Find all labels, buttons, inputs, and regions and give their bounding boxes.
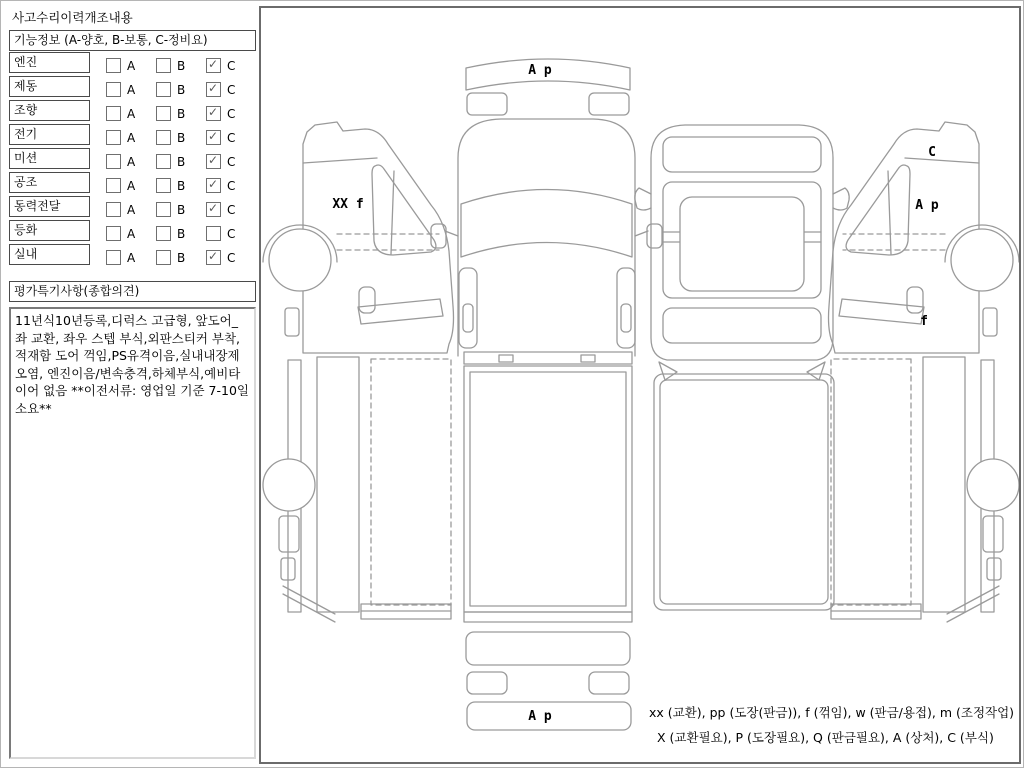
checkbox-group	[206, 247, 235, 263]
top-view	[431, 59, 662, 622]
checkbox-letter: C	[227, 58, 236, 73]
checkbox-letter: B	[177, 202, 186, 217]
checkbox-letter: A	[127, 58, 136, 73]
damage-code-legend	[649, 706, 1014, 745]
checkbox-group	[206, 199, 235, 215]
checkbox-b[interactable]	[156, 154, 171, 169]
annotation-rear-bumper: A p	[528, 709, 552, 724]
checkbox-a[interactable]	[106, 106, 121, 121]
vehicle-diagram-panel	[259, 6, 1021, 764]
checkbox-letter: A	[127, 130, 136, 145]
function-row	[9, 244, 256, 265]
checkbox-letter: A	[127, 106, 136, 121]
checkbox-b[interactable]	[156, 226, 171, 241]
function-row	[9, 100, 256, 121]
checkbox-c[interactable]	[206, 202, 221, 217]
annotation-right-cab-roof: C	[928, 145, 936, 160]
checkbox-letter: B	[177, 130, 186, 145]
function-row-label: 동력전달	[9, 196, 90, 217]
function-row-label: 제동	[9, 76, 90, 97]
checkbox-b[interactable]	[156, 250, 171, 265]
function-row	[9, 172, 256, 193]
checkbox-letter: B	[177, 178, 186, 193]
checkbox-group	[106, 127, 135, 143]
function-row	[9, 220, 256, 241]
annotation-front-bumper: A p	[528, 63, 552, 78]
function-row-label: 조향	[9, 100, 90, 121]
checkbox-group	[206, 55, 235, 71]
checkbox-letter: A	[127, 226, 136, 241]
checkbox-a[interactable]	[106, 154, 121, 169]
legend-line-1: xx (교환), pp (도장(판금)), f (꺾임), w (판금/용접), m (조정작업)	[649, 705, 1015, 720]
evaluation-comments-textarea[interactable]: 11년식10년등록,디럭스 고급형, 앞도어_좌 교환, 좌우 스텝 부식,외판스티커 부착,적재함 도어 꺽임,PS유격이음,실내내장제 오염, 엔진이음/변속충격,하체부식,예비타이어 없음 **이전서류: 영업일 기준 7-10일 소요**	[9, 307, 256, 759]
checkbox-letter: A	[127, 250, 136, 265]
checkbox-a[interactable]	[106, 130, 121, 145]
function-row	[9, 148, 256, 169]
checkbox-letter: C	[227, 226, 236, 241]
checkbox-c[interactable]	[206, 58, 221, 73]
checkbox-c[interactable]	[206, 226, 221, 241]
checkbox-letter: B	[177, 58, 186, 73]
checkbox-group	[156, 175, 185, 191]
function-row-label: 전기	[9, 124, 90, 145]
function-row	[9, 124, 256, 145]
checkbox-group	[206, 223, 235, 239]
vehicle-damage-diagram-svg	[261, 8, 1019, 762]
checkbox-letter: C	[227, 130, 236, 145]
checkbox-letter: C	[227, 202, 236, 217]
checkbox-group	[106, 151, 135, 167]
function-row-label: 등화	[9, 220, 90, 241]
annotation-right-cab-door: A p	[915, 198, 939, 213]
checkbox-letter: C	[227, 106, 236, 121]
checkbox-group	[156, 55, 185, 71]
checkbox-group	[156, 151, 185, 167]
checkbox-a[interactable]	[106, 82, 121, 97]
panel-title: 사고수리이력개조내용	[12, 10, 133, 25]
checkbox-group	[106, 103, 135, 119]
function-row-label: 엔진	[9, 52, 90, 73]
checkbox-c[interactable]	[206, 130, 221, 145]
checkbox-letter: C	[227, 154, 236, 169]
evaluation-header: 평가특기사항(종합의견)	[9, 281, 256, 302]
function-row-label: 실내	[9, 244, 90, 265]
checkbox-group	[106, 79, 135, 95]
checkbox-letter: B	[177, 226, 186, 241]
legend-line-2: X (교환필요), P (도장필요), Q (판금필요), A (상처), C (부식)	[657, 730, 994, 745]
checkbox-letter: A	[127, 202, 136, 217]
checkbox-group	[106, 223, 135, 239]
checkbox-group	[156, 199, 185, 215]
function-row-label: 미션	[9, 148, 90, 169]
checkbox-group	[206, 151, 235, 167]
checkbox-c[interactable]	[206, 178, 221, 193]
checkbox-letter: C	[227, 250, 236, 265]
checkbox-c[interactable]	[206, 106, 221, 121]
checkbox-letter: C	[227, 82, 236, 97]
checkbox-group	[206, 103, 235, 119]
checkbox-b[interactable]	[156, 58, 171, 73]
checkbox-group	[206, 79, 235, 95]
function-rows	[9, 52, 256, 268]
rear-view	[635, 125, 849, 610]
checkbox-group	[156, 223, 185, 239]
checkbox-a[interactable]	[106, 58, 121, 73]
checkbox-b[interactable]	[156, 130, 171, 145]
checkbox-group	[206, 175, 235, 191]
function-row	[9, 76, 256, 97]
checkbox-letter: A	[127, 82, 136, 97]
checkbox-group	[156, 247, 185, 263]
checkbox-b[interactable]	[156, 106, 171, 121]
annotation-right-door-lower: f	[920, 314, 928, 329]
checkbox-letter: B	[177, 250, 186, 265]
checkbox-group	[106, 175, 135, 191]
checkbox-c[interactable]	[206, 82, 221, 97]
checkbox-group	[156, 127, 185, 143]
checkbox-a[interactable]	[106, 250, 121, 265]
checkbox-b[interactable]	[156, 82, 171, 97]
checkbox-a[interactable]	[106, 226, 121, 241]
checkbox-letter: C	[227, 178, 236, 193]
checkbox-letter: B	[177, 82, 186, 97]
checkbox-group	[156, 79, 185, 95]
checkbox-letter: A	[127, 154, 136, 169]
function-row	[9, 196, 256, 217]
checkbox-group	[156, 103, 185, 119]
checkbox-group	[206, 127, 235, 143]
checkbox-b[interactable]	[156, 202, 171, 217]
checkbox-a[interactable]	[106, 202, 121, 217]
checkbox-c[interactable]	[206, 154, 221, 169]
checkbox-a[interactable]	[106, 178, 121, 193]
annotation-left-cab-door: XX f	[332, 197, 364, 212]
checkbox-letter: B	[177, 154, 186, 169]
right-side-view	[829, 122, 1020, 622]
function-info-header: 기능정보 (A-양호, B-보통, C-정비요)	[9, 30, 256, 51]
checkbox-group	[106, 199, 135, 215]
checkbox-c[interactable]	[206, 250, 221, 265]
checkbox-group	[106, 55, 135, 71]
function-row	[9, 52, 256, 73]
checkbox-group	[106, 247, 135, 263]
checkbox-letter: A	[127, 178, 136, 193]
checkbox-b[interactable]	[156, 178, 171, 193]
function-row-label: 공조	[9, 172, 90, 193]
checkbox-letter: B	[177, 106, 186, 121]
